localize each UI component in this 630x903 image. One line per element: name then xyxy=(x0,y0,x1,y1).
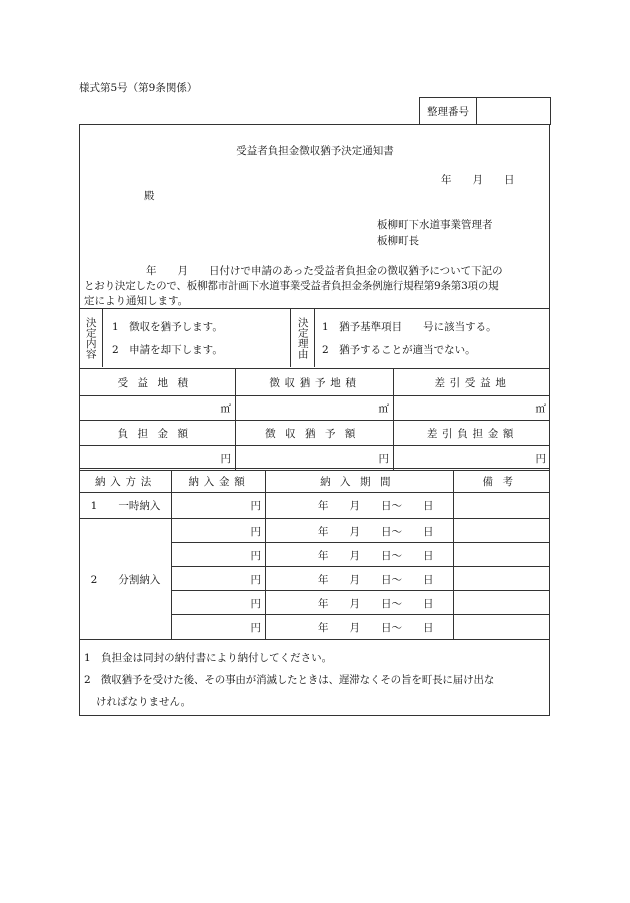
period-text: 年 月 日～ 日 xyxy=(318,525,434,538)
yen-unit: 円 xyxy=(250,597,261,610)
area-value-1[interactable] xyxy=(80,396,235,420)
amount-value-1[interactable] xyxy=(80,446,235,470)
area-value-3[interactable] xyxy=(393,396,550,420)
amount-value-2[interactable] xyxy=(235,446,393,470)
installment-remarks-4[interactable] xyxy=(453,591,551,615)
installment-amount-1[interactable] xyxy=(171,519,265,543)
yen-unit: 円 xyxy=(535,452,546,465)
divider xyxy=(79,468,550,469)
installment-remarks-3[interactable] xyxy=(453,567,551,591)
installment-remarks-5[interactable] xyxy=(453,615,551,639)
decision-label-cell xyxy=(79,309,103,367)
period-text: 年 月 日～ 日 xyxy=(318,597,434,610)
ref-number-field[interactable] xyxy=(476,97,551,125)
lump-sum-amount[interactable] xyxy=(171,493,265,518)
area-value-2[interactable] xyxy=(235,396,393,420)
installment-remarks-2[interactable] xyxy=(453,543,551,567)
installment-remarks-1[interactable] xyxy=(453,519,551,543)
payment-header-remarks: 備考 xyxy=(453,471,551,492)
addressee-suffix: 殿 xyxy=(144,190,155,202)
installment-amount-2[interactable] xyxy=(171,543,265,567)
lump-sum-remarks[interactable] xyxy=(453,493,551,518)
installment-period-2[interactable] xyxy=(265,543,453,567)
issuer-name: 板柳町長 xyxy=(377,235,419,247)
period-text: 年 月 日～ 日 xyxy=(318,621,434,634)
area-header-3: 差引受益地 xyxy=(393,369,551,395)
payment-header-period: 納入期間 xyxy=(265,471,454,492)
decision-label: 決定内容 xyxy=(84,317,97,359)
period-text: 年 月 日～ 日 xyxy=(318,573,434,586)
decision-option-2: 2 申請を却下します。 xyxy=(112,344,223,356)
yen-unit: 円 xyxy=(250,573,261,586)
area-unit: ㎡ xyxy=(378,402,389,415)
notice-title: 受益者負担金徴収猶予決定通知書 xyxy=(236,145,394,157)
payment-header-amount: 納入金額 xyxy=(171,471,266,492)
installment-amount-5[interactable] xyxy=(171,615,265,639)
yen-unit: 円 xyxy=(250,500,261,512)
amount-header-1: 負担金額 xyxy=(117,427,198,440)
reason-option-2: 2 猶予することが適当でない。 xyxy=(322,344,476,356)
ref-number-label: 整理番号 xyxy=(419,97,477,125)
divider xyxy=(79,639,550,640)
yen-unit: 円 xyxy=(250,621,261,634)
installment-period-3[interactable] xyxy=(265,567,453,591)
lump-sum-period[interactable] xyxy=(265,493,453,518)
area-unit: ㎡ xyxy=(535,402,546,415)
period-text: 年 月 日～ 日 xyxy=(318,500,434,512)
issuer-title: 板柳町下水道事業管理者 xyxy=(377,219,493,231)
note-1: 1 負担金は同封の納付書により納付してください。 xyxy=(84,652,333,664)
decision-option-1: 1 徴収を猶予します。 xyxy=(112,321,223,333)
area-unit: ㎡ xyxy=(220,402,231,415)
body-line-2: とおり決定したので、板柳都市計画下水道事業受益者負担金条例施行規程第9条第3項の規 xyxy=(84,280,499,292)
form-label: 様式第5号（第9条関係） xyxy=(79,82,198,94)
area-header-2: 徴収猶予地積 xyxy=(235,369,394,395)
amount-header-3: 差引負担金額 xyxy=(393,421,551,445)
installment-period-5[interactable] xyxy=(265,615,453,639)
body-line-1: 年 月 日付けで申請のあった受益者負担金の徴収猶予について下記の xyxy=(146,265,503,277)
installment-amount-4[interactable] xyxy=(171,591,265,615)
reason-label: 決定理由 xyxy=(296,317,309,359)
yen-unit: 円 xyxy=(378,452,389,465)
installment-period-1[interactable] xyxy=(265,519,453,543)
amount-header-2: 徴収猶予額 xyxy=(235,421,394,445)
yen-unit: 円 xyxy=(220,452,231,465)
note-2: 2 徴収猶予を受けた後、その事由が消滅したときは、遅滞なくその旨を町長に届け出な xyxy=(84,674,495,686)
yen-unit: 円 xyxy=(250,549,261,562)
period-text: 年 月 日～ 日 xyxy=(318,549,434,562)
payment-header-method: 納入方法 xyxy=(95,476,156,488)
body-line-3: 定により通知します。 xyxy=(84,295,189,307)
note-2-continued: ければなりません。 xyxy=(96,696,192,708)
lump-sum-label: 1 一時納入 xyxy=(90,500,161,512)
reason-label-cell xyxy=(290,309,315,367)
installment-amount-3[interactable] xyxy=(171,567,265,591)
installment-label: 2 分割納入 xyxy=(90,573,161,586)
installment-period-4[interactable] xyxy=(265,591,453,615)
yen-unit: 円 xyxy=(250,525,261,538)
notice-date: 年 月 日 xyxy=(441,174,515,186)
area-header-1: 受益地積 xyxy=(117,376,198,389)
reason-option-1: 1 猶予基準項目 号に該当する。 xyxy=(322,321,497,333)
amount-value-3[interactable] xyxy=(393,446,550,470)
